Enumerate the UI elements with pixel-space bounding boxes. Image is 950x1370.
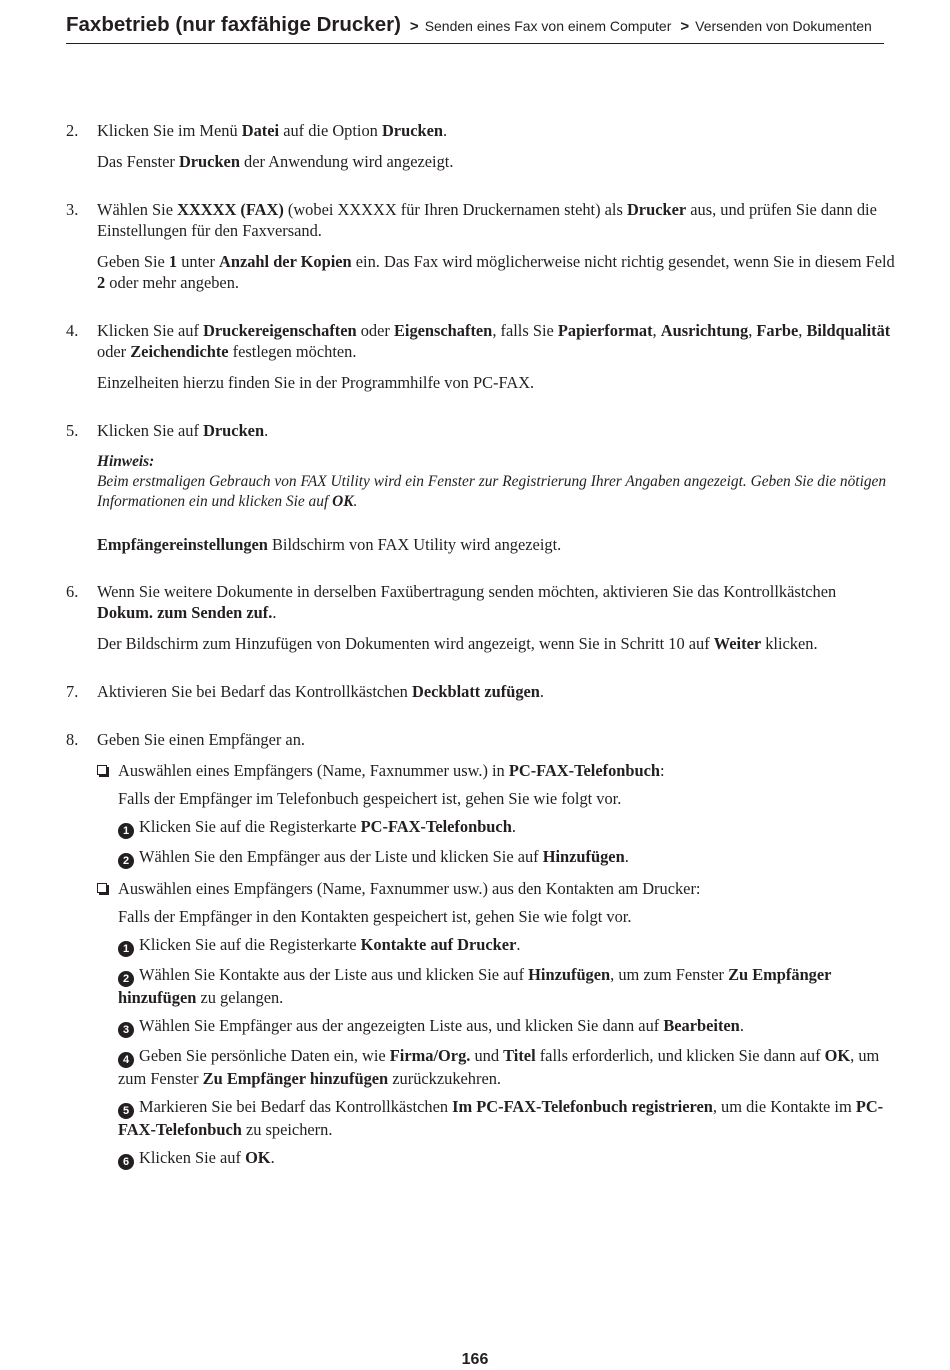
option-intro: Falls der Empfänger im Telefonbuch gespeichert ist, gehen Sie wie folgt vor. xyxy=(118,789,622,808)
step-text: Klicken Sie auf Druckereigenschaften oder Eigenschaften, falls Sie Papierformat, Ausrichtung, Farbe, Bildqualität oder Zeichendichte festlegen möchten. xyxy=(97,321,891,361)
step-2 xyxy=(66,120,896,172)
number-6-icon: 6 xyxy=(118,1154,134,1170)
substep-item: 6 Klicken Sie auf OK. xyxy=(118,1147,896,1170)
step-4 xyxy=(66,320,896,393)
number-1-icon: 1 xyxy=(118,941,134,957)
substep-item: 2 Wählen Sie Kontakte aus der Liste aus und klicken Sie auf Hinzufügen, um zum Fenster Zu Empfänger hinzufügen zu gelangen. xyxy=(118,965,832,1007)
option-intro: Falls der Empfänger in den Kontakten gespeichert ist, gehen Sie wie folgt vor. xyxy=(118,907,632,926)
checkbox-bullet-icon xyxy=(97,765,107,775)
step-text: Geben Sie einen Empfänger an. xyxy=(97,730,305,749)
number-3-icon: 3 xyxy=(118,1022,134,1038)
step-number: 2. xyxy=(66,121,79,140)
step-detail-text: Der Bildschirm zum Hinzufügen von Dokumenten wird angezeigt, wenn Sie in Schritt 10 auf Weiter klicken. xyxy=(97,634,818,653)
substep-item: 3 Wählen Sie Empfänger aus der angezeigten Liste aus, und klicken Sie dann auf Bearbeiten. xyxy=(118,1015,896,1038)
substep-item: 1 Klicken Sie auf die Registerkarte Kontakte auf Drucker. xyxy=(118,934,896,957)
option-title: Auswählen eines Empfängers (Name, Faxnummer usw.) aus den Kontakten am Drucker: xyxy=(118,879,701,898)
substep-item: 2 Wählen Sie den Empfänger aus der Liste und klicken Sie auf Hinzufügen. xyxy=(118,846,896,869)
number-2-icon: 2 xyxy=(118,853,134,869)
step-detail-text: Geben Sie 1 unter Anzahl der Kopien ein. Das Fax wird möglicherweise nicht richtig gesendet, wenn Sie in diesem Feld 2 oder mehr angeben. xyxy=(97,252,895,292)
page-header xyxy=(66,11,884,44)
option-phonebook xyxy=(97,760,896,781)
number-1-icon: 1 xyxy=(118,823,134,839)
step-number: 8. xyxy=(66,730,79,749)
section-title: Faxbetrieb (nur faxfähige Drucker) xyxy=(66,13,401,36)
step-text: Klicken Sie im Menü Datei auf die Option Drucken. xyxy=(97,121,448,140)
breadcrumb-separator-icon: > xyxy=(680,18,690,35)
number-4-icon: 4 xyxy=(118,1052,134,1068)
note-title: Hinweis: xyxy=(97,453,155,470)
step-text: Aktivieren Sie bei Bedarf das Kontrollkästchen Deckblatt zufügen. xyxy=(97,682,545,701)
step-7 xyxy=(66,681,896,702)
option-title: Auswählen eines Empfängers (Name, Faxnummer usw.) in PC-FAX-Telefonbuch: xyxy=(118,761,665,780)
step-6 xyxy=(66,581,896,654)
step-result-text: Das Fenster Drucken der Anwendung wird angezeigt. xyxy=(97,152,454,171)
number-2-icon: 2 xyxy=(118,971,134,987)
step-number: 3. xyxy=(66,200,79,219)
step-number: 4. xyxy=(66,321,79,340)
breadcrumb-item: Versenden von Dokumenten xyxy=(695,18,872,34)
option-printer-contacts xyxy=(97,878,896,899)
number-5-icon: 5 xyxy=(118,1103,134,1119)
page-number: 166 xyxy=(461,1351,489,1368)
checkbox-bullet-icon xyxy=(97,883,107,893)
step-result-text: Empfängereinstellungen Bildschirm von FAX Utility wird angezeigt. xyxy=(97,535,562,554)
substep-item: 5 Markieren Sie bei Bedarf das Kontrollkästchen Im PC-FAX-Telefonbuch registrieren, um die Kontakte im PC-FAX-Telefonbuch zu speichern. xyxy=(118,1097,884,1139)
step-number: 5. xyxy=(66,421,79,440)
step-number: 7. xyxy=(66,682,79,701)
breadcrumb-item: Senden eines Fax von einem Computer xyxy=(424,18,672,34)
substep-item: 4 Geben Sie persönliche Daten ein, wie Firma/Org. und Titel falls erforderlich, und klicken Sie dann auf OK, um zum Fenster Zu Empfänger hinzufügen zurückzukehren. xyxy=(118,1046,880,1088)
step-5 xyxy=(66,420,896,555)
step-text: Klicken Sie auf Drucken. xyxy=(97,421,269,440)
note-text: Beim erstmaligen Gebrauch von FAX Utility wird ein Fenster zur Registrierung Ihrer Angaben angezeigt. Geben Sie die nötigen Informationen ein und klicken Sie auf OK. xyxy=(97,473,887,510)
step-3 xyxy=(66,199,896,293)
step-text: Wählen Sie XXXXX (FAX) (wobei XXXXX für Ihren Druckernamen steht) als Drucker aus, und prüfen Sie dann die Einstellungen für den Faxversand. xyxy=(97,200,877,240)
substep-item: 1 Klicken Sie auf die Registerkarte PC-FAX-Telefonbuch. xyxy=(118,816,896,839)
breadcrumb-separator-icon: > xyxy=(409,18,419,35)
step-8 xyxy=(66,729,896,1170)
step-detail-text: Einzelheiten hierzu finden Sie in der Programmhilfe von PC-FAX. xyxy=(97,373,535,392)
step-text: Wenn Sie weitere Dokumente in derselben Faxübertragung senden möchten, aktivieren Sie das Kontrollkästchen Dokum. zum Senden zuf.. xyxy=(97,582,837,622)
step-number: 6. xyxy=(66,582,79,601)
